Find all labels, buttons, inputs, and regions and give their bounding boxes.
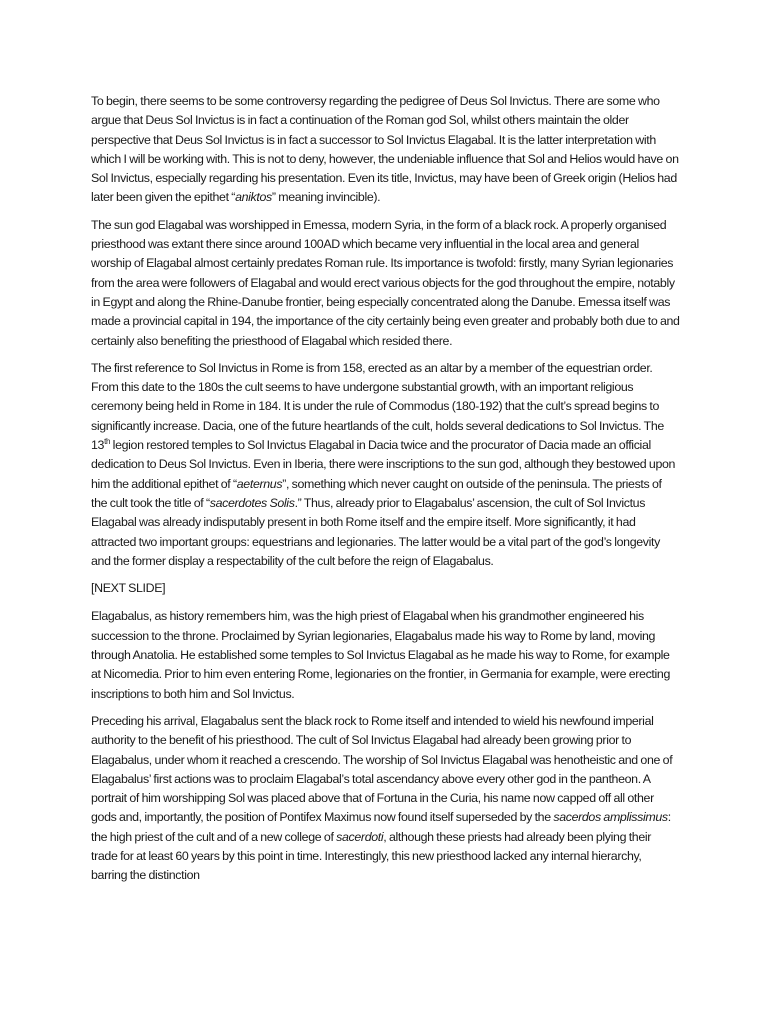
italic-text: sacerdotes Solis: [209, 495, 295, 510]
paragraph-5: [91, 712, 680, 886]
text-run: The first reference to Sol Invictus in Rome is from 158, erected as an altar by a member of the equestrian order. From this date to the 180s the cult seems to have undergone substantial growth, with an important religious ceremony being held in Rome in 184. It is under the rule of Commodus (180-192) that the cult’s spread begins to significantly increase. Dacia, one of the future heartlands of the cult, holds several dedications to Sol Invictus. The 13: [91, 360, 664, 453]
paragraph-4: [91, 607, 680, 703]
text-run: legion restored temples to Sol Invictus Elagabal in Dacia twice and the procurator of Dacia made an official dedication to Deus Sol Invictus. Even in Iberia, there were inscriptions to the sun god, although they bestowed upon him the additional epithet of “: [91, 438, 676, 491]
paragraph-2: [91, 216, 680, 351]
italic-text: sacerdoti: [336, 829, 384, 844]
superscript-text: th: [104, 436, 111, 446]
text-run: The sun god Elagabal was worshipped in Emessa, modern Syria, in the form of a black rock. A properly organised priesthood was extant there since around 100AD which became very influential in the local area and general worship of Elagabal almost certainly predates Roman rule. Its importance is twofold: firstly, many Syrian legionaries from the area were followers of Elagabal and would erect various objects for the god throughout the empire, notably in Egypt and along the Rhine-Danube frontier, being especially concentrated along the Danube. Emessa itself was made a provincial capital in 194, the importance of the city certainly being even greater and probably both due to and certainly also benefiting the priesthood of Elagabal which resided there.: [91, 217, 680, 348]
text-run: Elagabalus, as history remembers him, was the high priest of Elagabal when his grandmother engineered his succession to the throne. Proclaimed by Syrian legionaries, Elagabalus made his way to Rome by land, moving through Anatolia. He established some temples to Sol Invictus Elagabal as he made his way to Rome, for example at Nicomedia. Prior to him even entering Rome, legionaries on the frontier, in Germania for example, were erecting inscriptions to both him and Sol Invictus.: [91, 609, 671, 701]
text-run: [NEXT SLIDE]: [91, 581, 166, 596]
paragraph-1: [91, 92, 680, 208]
italic-text: sacerdos amplissimus: [553, 810, 668, 825]
text-run: ”, something which never caught on outside of the peninsula. The priests of the cult took the title of “: [91, 476, 662, 510]
italic-text: aniktos: [235, 190, 272, 205]
paragraph-3: [91, 359, 680, 571]
text-run: : the high priest of the cult and of a new college of: [91, 810, 671, 844]
text-run: ” meaning invincible).: [271, 190, 381, 205]
text-run: Preceding his arrival, Elagabalus sent the black rock to Rome itself and intended to wield his newfound imperial authority to the benefit of his priesthood. The cult of Sol Invictus Elagabal had already been growing prior to Elagabalus, under whom it reached a crescendo. The worship of Sol Invictus Elagabal was henotheistic and one of Elagabalus’ first actions was to proclaim Elagabal’s total ascendancy above every other god in the pantheon. A portrait of him worshipping Sol was placed above that of Fortuna in the Curia, his name now capped off all other gods and, importantly, the position of Pontifex Maximus now found itself superseded by the: [91, 713, 673, 825]
text-run: .” Thus, already prior to Elagabalus’ ascension, the cult of Sol Invictus Elagabal was already indisputably present in both Rome itself and the empire itself. More significantly, it had attracted two important groups: equestrians and legionaries. The latter would be a vital part of the god’s longevity and the former display a respectability of the cult before the reign of Elagabalus.: [91, 495, 660, 568]
next-slide-note: [91, 579, 680, 598]
italic-text: aeternus: [236, 476, 283, 491]
text-run: , although these priests had already been plying their trade for at least 60 years by this point in time. Interestingly, this new priesthood lacked any internal hierarchy, barring the distinction: [91, 829, 652, 883]
text-run: To begin, there seems to be some controversy regarding the pedigree of Deus Sol Invictus. There are some who argue that Deus Sol Invictus is in fact a continuation of the Roman god Sol, whilst others maintain the older perspective that Deus Sol Invictus is in fact a successor to Sol Invictus Elagabal. It is the latter interpretation with which I will be working with. This is not to deny, however, the undeniable influence that Sol and Helios would have on Sol Invictus, especially regarding his presentation. Even its title, Invictus, may have been of Greek origin (Helios had later been given the epithet “: [91, 94, 679, 205]
